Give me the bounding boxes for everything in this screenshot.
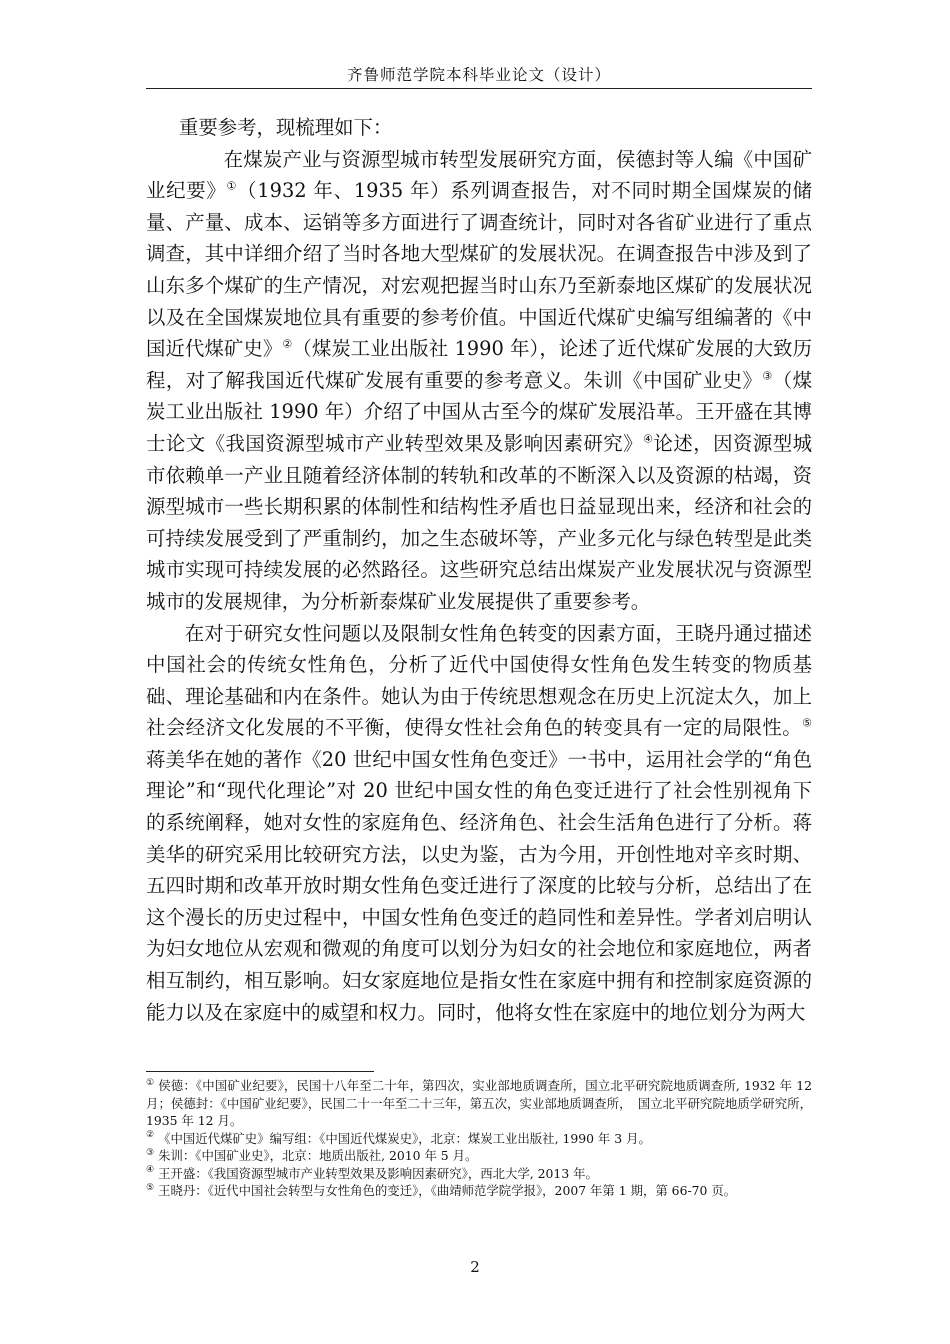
footnote-5 (146, 1182, 812, 1200)
paragraph-text: 论述，因资源型城市依赖单一产业且随着经济体制的转轨和改革的不断深入以及资源的枯竭，资源型城市一些长期积累的体制性和结构性矛盾也日益显现出来，经济和社会的可持续发展受到了严重制约，加之生态破坏等，产业多元化与绿色转型是此类城市实现可持续发展的必然路径。这些研究总结出煤炭产业发展状况与资源型城市的发展规律，为分析新泰煤矿业发展提供了重要参考。 (146, 431, 813, 613)
footnote-text: 《中国近代煤矿史》编写组：《中国近代煤炭史》，北京：煤炭工业出版社, 1990 年 3 月。 (158, 1130, 651, 1146)
footnote-1 (146, 1077, 812, 1130)
paragraph-text: 蒋美华在她的著作《20 世纪中国女性角色变迁》一书中，运用社会学的“角色理论”和“现代化理论”对 20 世纪中国女性的角色变迁进行了社会性别视角下的系统阐释，她对女性的家庭角色、经济角色、社会生活角色进行了分析。蒋美华的研究采用比较研究方法，以史为鉴，古为今用，开创性地对辛亥时期、五四时期和改革开放时期女性角色变迁进行了深度的比较与分析，总结出了在这个漫长的历史过程中，中国女性角色变迁的趋同性和差异性。学者刘启明认为妇女地位从宏观和微观的角度可以划分为妇女的社会地位和家庭地位，两者相互制约，相互影响。妇女家庭地位是指女性在家庭中拥有和控制家庭资源的能力以及在家庭中的威望和权力。同时，他将女性在家庭中的地位划分为两大 (146, 747, 812, 1024)
footnote-text: 朱训：《中国矿业史》，北京：地质出版社, 2010 年 5 月。 (158, 1148, 478, 1163)
coal-industry-paragraph (146, 144, 812, 618)
footnote-ref-1[interactable]: ① (226, 179, 238, 193)
footnote-ref-4[interactable]: ④ (643, 432, 654, 446)
footnote-mark: ⑤ (146, 1182, 155, 1193)
footnote-2 (146, 1130, 812, 1148)
footnotes (146, 1077, 812, 1200)
footnote-mark: ③ (146, 1147, 155, 1158)
footnote-4 (146, 1165, 812, 1183)
header-rule (146, 88, 812, 89)
footnote-3 (146, 1147, 812, 1165)
footnote-text: 王开盛：《我国资源型城市产业转型效果及影响因素研究》，西北大学, 2013 年。 (158, 1165, 598, 1181)
paragraph-text: （煤炭工业出版社 1990 年），论述了近代煤矿发展的大致历程，对了解我国近代煤矿发展有重要的参考意义。朱训《中国矿业史》 (146, 337, 813, 392)
footnote-text: 王晓丹：《近代中国社会转型与女性角色的变迁》，《曲靖师范学院学报》，2007 年第 1 期，第 66-70 页。 (158, 1183, 737, 1198)
women-role-paragraph (146, 618, 812, 1029)
footnote-ref-2[interactable]: ② (282, 337, 293, 351)
paragraph-text: 在对于研究女性问题以及限制女性角色转变的因素方面，王晓丹通过描述中国社会的传统女性角色，分析了近代中国使得女性角色发生转变的物质基础、理论基础和内在条件。她认为由于传统思想观念在历史上沉淀太久，加上社会经济文化发展的不平衡，使得女性社会角色的转变具有一定的局限性。 (146, 621, 812, 740)
footnote-mark: ① (146, 1077, 155, 1088)
paragraph-text: （1932 年、1935 年）系列调查报告，对不同时期全国煤炭的储量、产量、成本、运销等多方面进行了调查统计，同时对各省矿业进行了重点调查，其中详细介绍了当时各地大型煤矿的发展状况。在调查报告中涉及到了山东多个煤矿的生产情况，对宏观把握当时山东乃至新泰地区煤矿的发展状况以及在全国煤炭地位具有重要的参考价值。中国近代煤矿史编写组编著的《中国近代煤矿史》 (146, 179, 812, 361)
footnote-separator (146, 1071, 374, 1072)
body-text (146, 112, 812, 1028)
page-number: 2 (470, 1258, 480, 1276)
paragraph-text: （煤炭工业出版社 1990 年）介绍了中国从古至今的煤矿发展沿革。王开盛在其博士论文《我国资源型城市产业转型效果及影响因素研究》 (146, 368, 812, 455)
intro-paragraph: 重要参考，现梳理如下： (178, 116, 393, 139)
footnote-ref-3[interactable]: ③ (762, 369, 773, 383)
footnote-mark: ④ (146, 1165, 155, 1176)
page-header: 齐鲁师范学院本科毕业论文（设计） (346, 66, 611, 84)
footnote-mark: ② (146, 1130, 155, 1141)
paragraph-text: 在煤炭产业与资源型城市转型发展研究方面，侯德封等人编《中国矿业纪要》 (146, 147, 812, 203)
footnote-text: 侯德：《中国矿业纪要》，民国十八年至二十年，第四次，实业部地质调查所，国立北平研究院地质调查所, 1932 年 12 月；侯德封：《中国矿业纪要》，民国二十一年至二十三年，第五次，实业部地质调查所， 国立北平研究院地质学研究所，1935 年 12 月。 (146, 1078, 812, 1128)
footnote-ref-5[interactable]: ⑤ (802, 716, 812, 730)
